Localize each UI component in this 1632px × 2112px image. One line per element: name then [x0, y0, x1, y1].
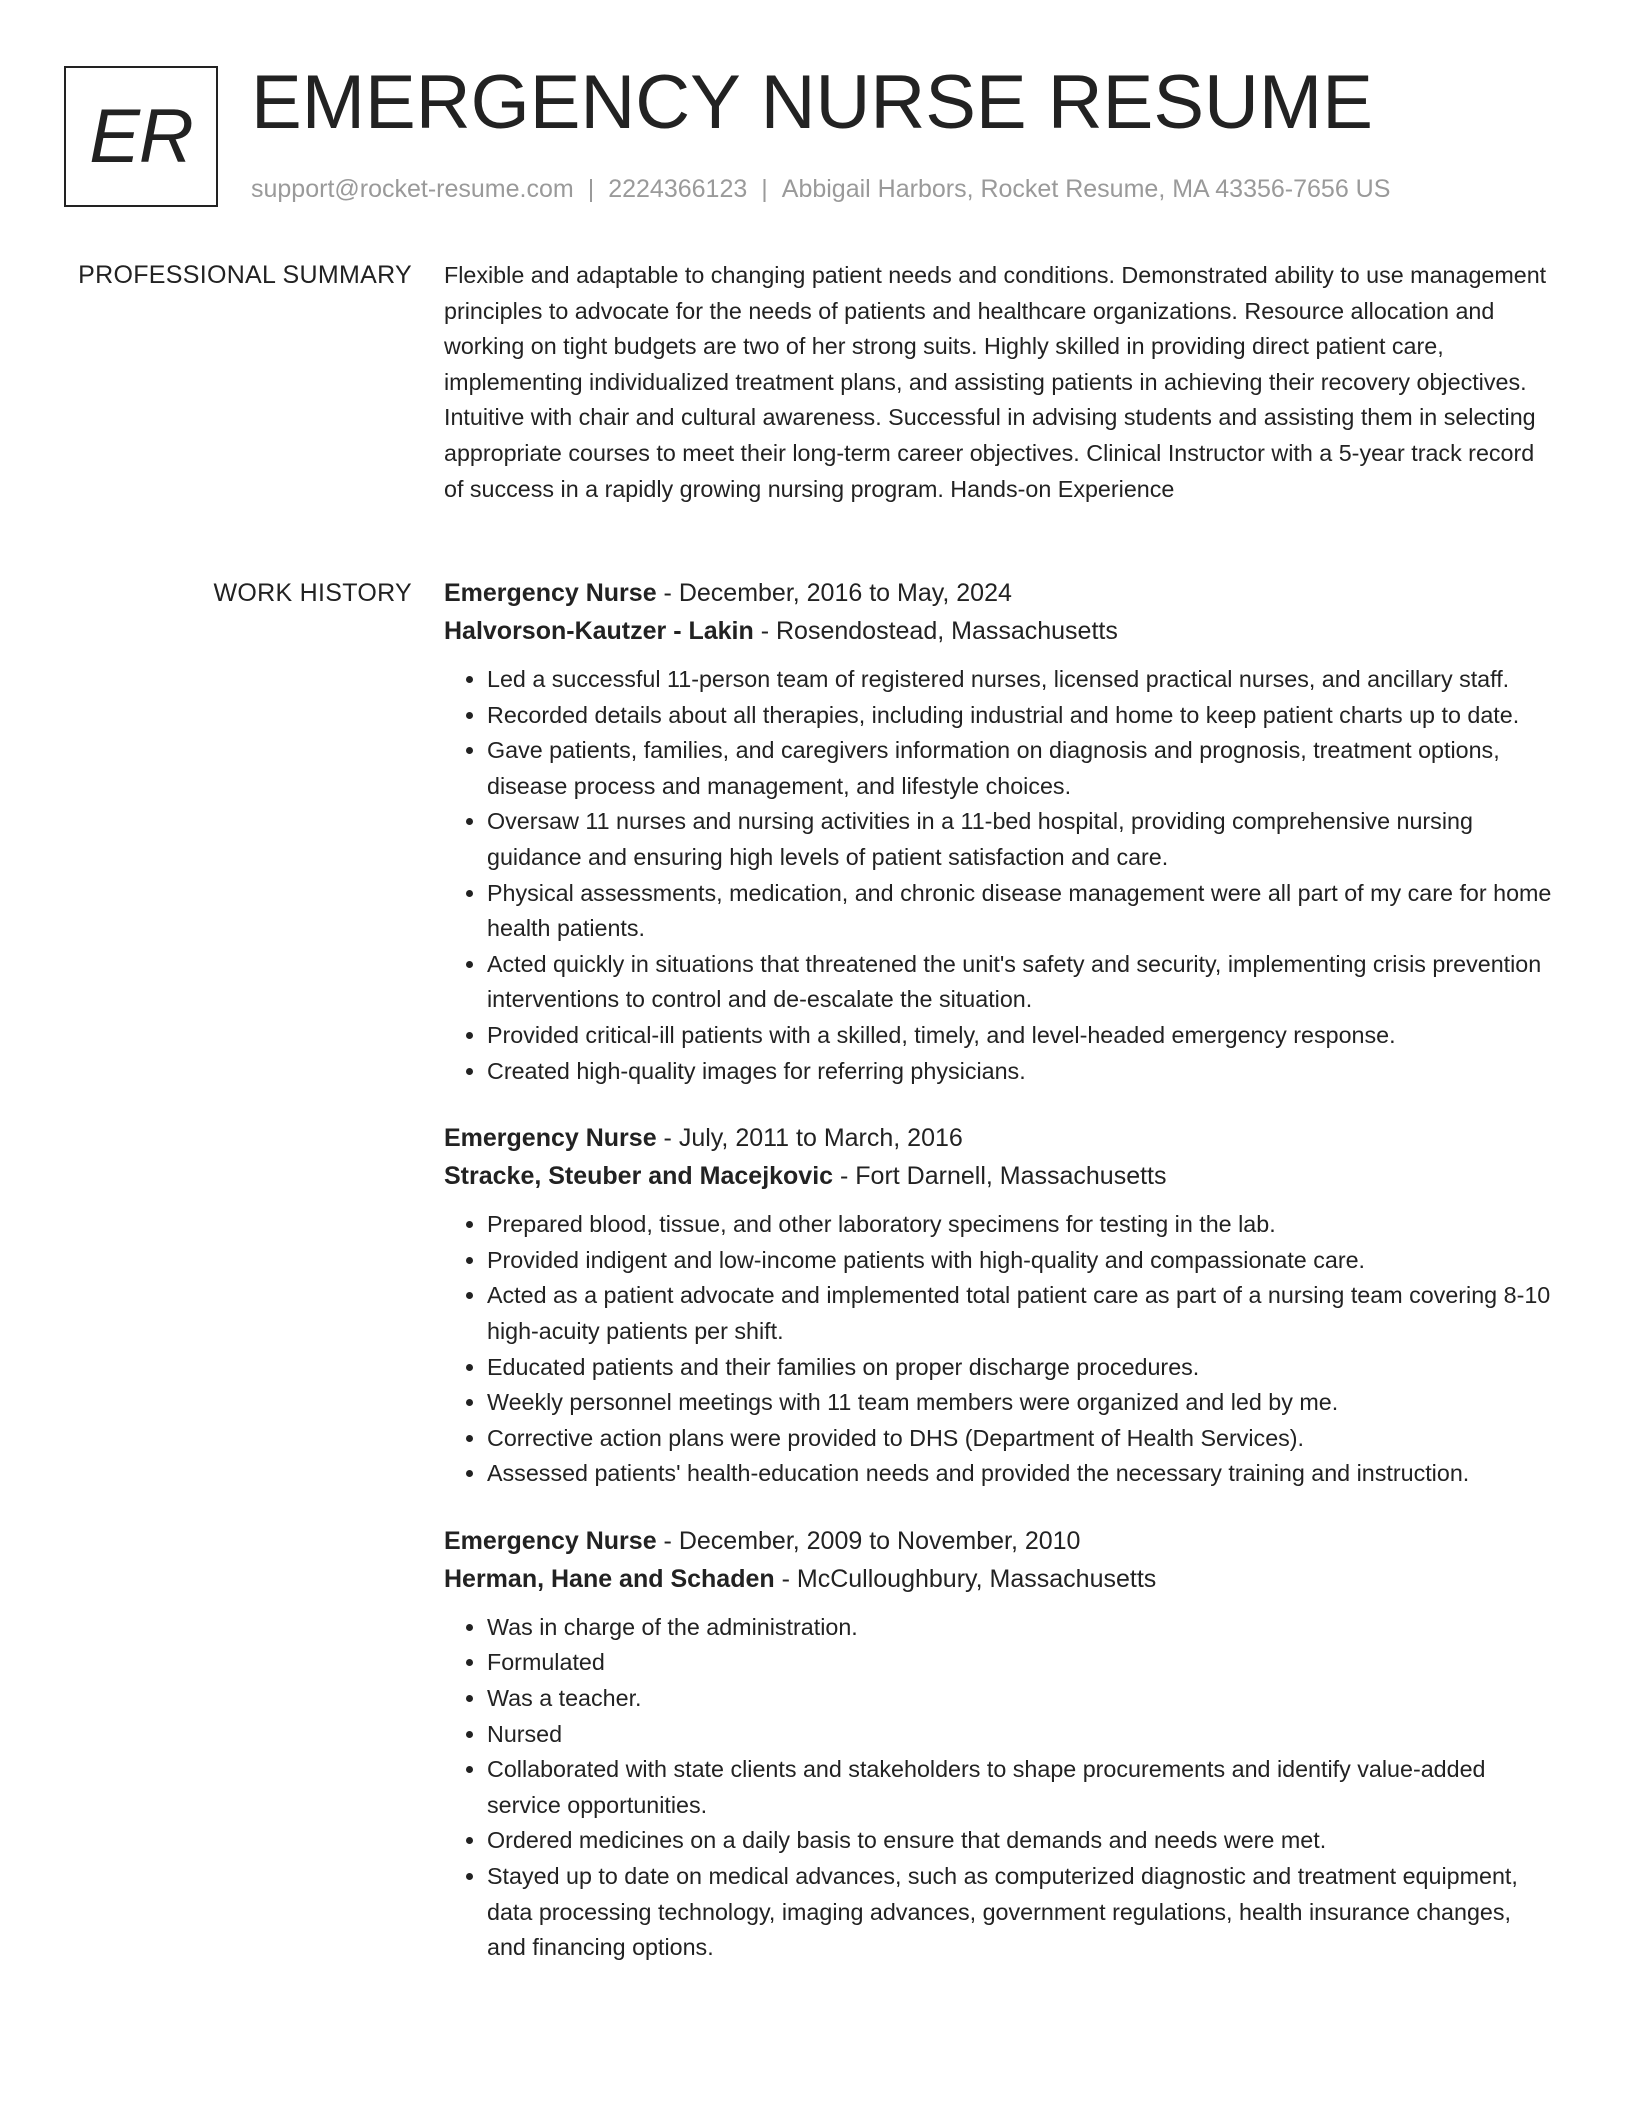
job-bullet: • Corrective action plans were provided to DHS (Department of Health Services). — [487, 1421, 1556, 1457]
job-company: Herman, Hane and Schaden — [444, 1564, 775, 1593]
job-bullet: • Recorded details about all therapies, including industrial and home to keep patient charts up to date. — [487, 698, 1556, 734]
contact-address: Abbigail Harbors, Rocket Resume, MA 43356-7656 US — [781, 175, 1391, 203]
contact-line — [251, 172, 1390, 206]
job-location: - Fort Darnell, Massachusetts — [833, 1162, 1167, 1191]
job-bullet: • Was in charge of the administration. — [487, 1610, 1556, 1646]
job-bullet: • Acted quickly in situations that threatened the unit's safety and security, implementing crisis prevention interventions to control and de-escalate the situation. — [487, 947, 1556, 1018]
summary-text: Flexible and adaptable to changing patient needs and conditions. Demonstrated ability to use management principles to advocate for the needs of patients and healthcare organizations. Resource allocation and working on tight budgets are two of her strong suits. Highly skilled in providing direct patient care, implementing individualized treatment plans, and assisting patients in achieving their recovery objectives. Intuitive with chair and cultural awareness. Successful in advising students and assisting them in selecting appropriate courses to meet their long-term career objectives. Clinical Instructor with a 5-year track record of success in a rapidly growing nursing program. Hands-on Experience — [444, 262, 1547, 502]
job-company-line — [444, 612, 1556, 650]
job-location: - McCulloughbury, Massachusetts — [774, 1564, 1157, 1593]
job-bullet: • Provided critical-ill patients with a skilled, timely, and level-headed emergency response. — [487, 1018, 1556, 1054]
job-bullet-list — [444, 662, 1556, 1089]
job-bullet: • Weekly personnel meetings with 11 team members were organized and led by me. — [487, 1385, 1556, 1421]
job-bullet: • Gave patients, families, and caregivers information on diagnosis and prognosis, treatment options, disease process and management, and lifestyle choices. — [487, 733, 1556, 804]
job-title-line — [444, 1522, 1556, 1560]
section-label-work-history: WORK HISTORY — [213, 579, 412, 607]
job-entry — [444, 574, 1556, 1089]
job-bullet: • Provided indigent and low-income patients with high-quality and compassionate care. — [487, 1243, 1556, 1279]
job-title: Emergency Nurse — [444, 579, 657, 607]
contact-phone[interactable]: 2224366123 — [608, 175, 748, 203]
job-bullet: • Educated patients and their families on proper discharge procedures. — [487, 1350, 1556, 1386]
job-company-line — [444, 1560, 1556, 1598]
job-bullet: • Prepared blood, tissue, and other laboratory specimens for testing in the lab. — [487, 1207, 1556, 1243]
job-dates: - December, 2009 to November, 2010 — [656, 1526, 1081, 1555]
section-label-summary: PROFESSIONAL SUMMARY — [78, 261, 412, 289]
contact-separator: | — [587, 175, 595, 203]
job-bullet: • Collaborated with state clients and stakeholders to shape procurements and identify value-added service opportunities. — [487, 1752, 1556, 1823]
job-bullet-list — [444, 1207, 1556, 1492]
job-location: - Rosendostead, Massachusetts — [753, 617, 1118, 645]
job-title-line — [444, 1119, 1556, 1157]
job-company: Halvorson-Kautzer - Lakin — [444, 617, 754, 645]
job-bullet: • Oversaw 11 nurses and nursing activities in a 11-bed hospital, providing comprehensive nursing guidance and ensuring high levels of patient satisfaction and care. — [487, 804, 1556, 875]
job-title: Emergency Nurse — [444, 1526, 657, 1555]
job-bullet: • Led a successful 11-person team of registered nurses, licensed practical nurses, and ancillary staff. — [487, 662, 1556, 698]
job-bullet: • Stayed up to date on medical advances, such as computerized diagnostic and treatment equipment, data processing technology, imaging advances, government regulations, health insurance changes, and financing options. — [487, 1859, 1556, 1966]
job-entry — [444, 1522, 1556, 1966]
job-company-line — [444, 1157, 1556, 1195]
job-bullet: • Ordered medicines on a daily basis to ensure that demands and needs were met. — [487, 1823, 1556, 1859]
job-title-line — [444, 574, 1556, 612]
summary-body — [444, 258, 1556, 507]
job-company: Stracke, Steuber and Macejkovic — [444, 1162, 834, 1191]
work-history-body — [444, 574, 1556, 1996]
resume-title: EMERGENCY NURSE RESUME — [251, 60, 1373, 145]
job-bullet-list — [444, 1610, 1556, 1966]
contact-email[interactable]: support@rocket-resume.com — [251, 175, 574, 203]
job-dates: - July, 2011 to March, 2016 — [656, 1124, 963, 1153]
job-bullet: • Formulated — [487, 1645, 1556, 1681]
job-bullet: • Acted as a patient advocate and implemented total patient care as part of a nursing team covering 8-10 high-acuity patients per shift. — [487, 1278, 1556, 1349]
job-bullet: • Physical assessments, medication, and chronic disease management were all part of my care for home health patients. — [487, 876, 1556, 947]
job-bullet: • Was a teacher. — [487, 1681, 1556, 1717]
job-bullet: • Created high-quality images for referring physicians. — [487, 1054, 1556, 1090]
job-entry — [444, 1119, 1556, 1492]
job-title: Emergency Nurse — [444, 1124, 657, 1153]
contact-separator: | — [761, 175, 768, 203]
monogram-logo: ER — [64, 66, 218, 207]
job-bullet: • Nursed — [487, 1717, 1556, 1753]
job-dates: - December, 2016 to May, 2024 — [656, 579, 1012, 607]
job-bullet: • Assessed patients' health-education needs and provided the necessary training and instruction. — [487, 1456, 1556, 1492]
